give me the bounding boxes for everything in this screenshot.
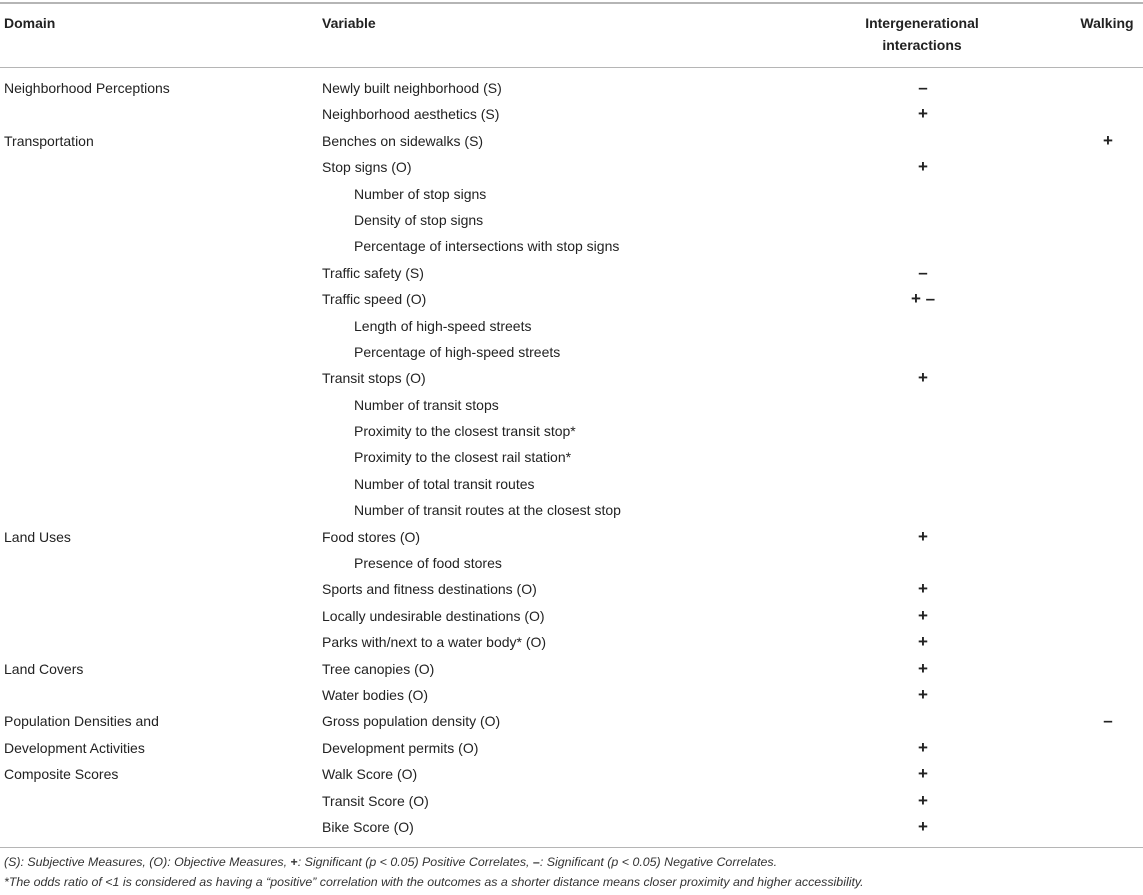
header-intergenerational-line2: interactions xyxy=(882,37,962,53)
table-row xyxy=(0,181,1143,207)
header-intergenerational-line1: Intergenerational xyxy=(865,15,979,31)
walking-cell: – xyxy=(1103,711,1113,731)
domain-cell: Population Densities and xyxy=(4,713,159,730)
variable-cell: Water bodies (O) xyxy=(322,686,429,703)
variable-cell: Sports and fitness destinations (O) xyxy=(322,581,537,598)
domain-cell: Land Uses xyxy=(4,528,71,545)
intergenerational-cell: + xyxy=(918,658,928,678)
header-bottom-rule xyxy=(0,67,1143,68)
variable-cell: Newly built neighborhood (S) xyxy=(322,80,502,96)
variable-cell: Tree canopies (O) xyxy=(322,660,435,677)
domain-cell: Neighborhood Perceptions xyxy=(4,80,170,96)
table-row xyxy=(0,207,1143,233)
table-row xyxy=(0,339,1143,365)
footnote-legend-part-b: : Significant (p < 0.05) Positive Correlates, xyxy=(297,855,533,869)
intergenerational-cell: + xyxy=(918,737,928,757)
header-intergenerational-interactions xyxy=(840,12,1004,56)
table-row xyxy=(0,101,1143,127)
variable-cell: Parks with/next to a water body* (O) xyxy=(322,634,547,651)
footnote-odds-ratio: *The odds ratio of <1 is considered as having a “positive” correlation with the outcomes as a shorter distance means closer proximity and higher accessibility. xyxy=(4,875,864,889)
intergenerational-cell: + xyxy=(918,579,928,599)
intergenerational-cell: + – xyxy=(910,289,936,309)
table-row xyxy=(0,629,1143,655)
sub-variable-cell: Number of transit stops xyxy=(354,396,499,413)
footnote-legend-part-a: (S): Subjective Measures, (O): Objective Measures, xyxy=(4,855,291,869)
table-row xyxy=(0,788,1143,814)
domain-cell: Land Covers xyxy=(4,660,84,677)
variable-cell: Food stores (O) xyxy=(322,528,421,545)
variable-cell: Transit stops (O) xyxy=(322,370,426,387)
table-row xyxy=(0,418,1143,444)
footnote-minus-symbol: – xyxy=(532,855,540,869)
table-row xyxy=(0,761,1143,787)
table-row xyxy=(0,708,1143,734)
table-row xyxy=(0,286,1143,312)
table-bottom-rule xyxy=(0,847,1143,848)
intergenerational-cell: + xyxy=(918,816,928,836)
variable-cell: Stop signs (O) xyxy=(322,159,412,176)
table-row xyxy=(0,154,1143,180)
intergenerational-cell: + xyxy=(918,368,928,388)
table-row xyxy=(0,603,1143,629)
table-row xyxy=(0,128,1143,154)
table-row xyxy=(0,444,1143,470)
sub-variable-cell: Proximity to the closest transit stop* xyxy=(354,423,576,440)
intergenerational-cell: + xyxy=(918,764,928,784)
table-row xyxy=(0,497,1143,523)
sub-variable-cell: Proximity to the closest rail station* xyxy=(354,449,572,466)
footnote-legend xyxy=(4,855,777,869)
footnote-plus-symbol: + xyxy=(290,855,298,869)
domain-cell: Development Activities xyxy=(4,739,145,756)
table-row xyxy=(0,392,1143,418)
sub-variable-cell: Percentage of intersections with stop signs xyxy=(354,238,620,255)
variable-cell: Traffic safety (S) xyxy=(322,264,424,281)
intergenerational-cell: + xyxy=(918,684,928,704)
sub-variable-cell: Length of high-speed streets xyxy=(354,317,532,334)
domain-cell: Transportation xyxy=(4,132,94,149)
table-row xyxy=(0,233,1143,259)
table-row xyxy=(0,814,1143,840)
sub-variable-cell: Number of stop signs xyxy=(354,185,487,202)
variable-cell: Benches on sidewalks (S) xyxy=(322,132,484,149)
intergenerational-cell: + xyxy=(918,605,928,625)
variable-cell: Gross population density (O) xyxy=(322,713,501,730)
walking-cell: + xyxy=(1103,130,1113,150)
intergenerational-cell: + xyxy=(918,104,928,124)
variable-cell: Neighborhood aesthetics (S) xyxy=(322,106,500,123)
variable-cell: Development permits (O) xyxy=(322,739,479,756)
table-body xyxy=(0,75,1143,840)
domain-cell: Composite Scores xyxy=(4,766,119,783)
sub-variable-cell: Number of total transit routes xyxy=(354,475,535,492)
header-walking: Walking xyxy=(1080,15,1134,31)
table-top-rule xyxy=(0,2,1143,4)
intergenerational-cell: + xyxy=(918,790,928,810)
variable-cell: Bike Score (O) xyxy=(322,818,414,835)
variable-cell: Transit Score (O) xyxy=(322,792,429,809)
sub-variable-cell: Percentage of high-speed streets xyxy=(354,343,561,360)
variable-cell: Traffic speed (O) xyxy=(322,291,427,308)
table-row xyxy=(0,471,1143,497)
intergenerational-cell: – xyxy=(918,78,928,97)
table-row xyxy=(0,550,1143,576)
sub-variable-cell: Presence of food stores xyxy=(354,555,502,572)
sub-variable-cell: Density of stop signs xyxy=(354,211,484,228)
intergenerational-cell: + xyxy=(918,632,928,652)
variable-cell: Walk Score (O) xyxy=(322,766,418,783)
footnote-legend-part-c: : Significant (p < 0.05) Negative Correlates. xyxy=(539,855,778,869)
sub-variable-cell: Number of transit routes at the closest stop xyxy=(354,502,621,519)
table-row xyxy=(0,313,1143,339)
table-row xyxy=(0,365,1143,391)
intergenerational-cell: – xyxy=(918,262,928,282)
table-row xyxy=(0,260,1143,286)
header-domain: Domain xyxy=(4,15,56,31)
table-row xyxy=(0,75,1143,101)
table-row xyxy=(0,576,1143,602)
table-row xyxy=(0,524,1143,550)
intergenerational-cell: + xyxy=(918,526,928,546)
table-row xyxy=(0,682,1143,708)
table-row xyxy=(0,656,1143,682)
header-variable: Variable xyxy=(322,15,376,31)
variable-cell: Locally undesirable destinations (O) xyxy=(322,607,545,624)
table-row xyxy=(0,735,1143,761)
intergenerational-cell: + xyxy=(918,157,928,177)
